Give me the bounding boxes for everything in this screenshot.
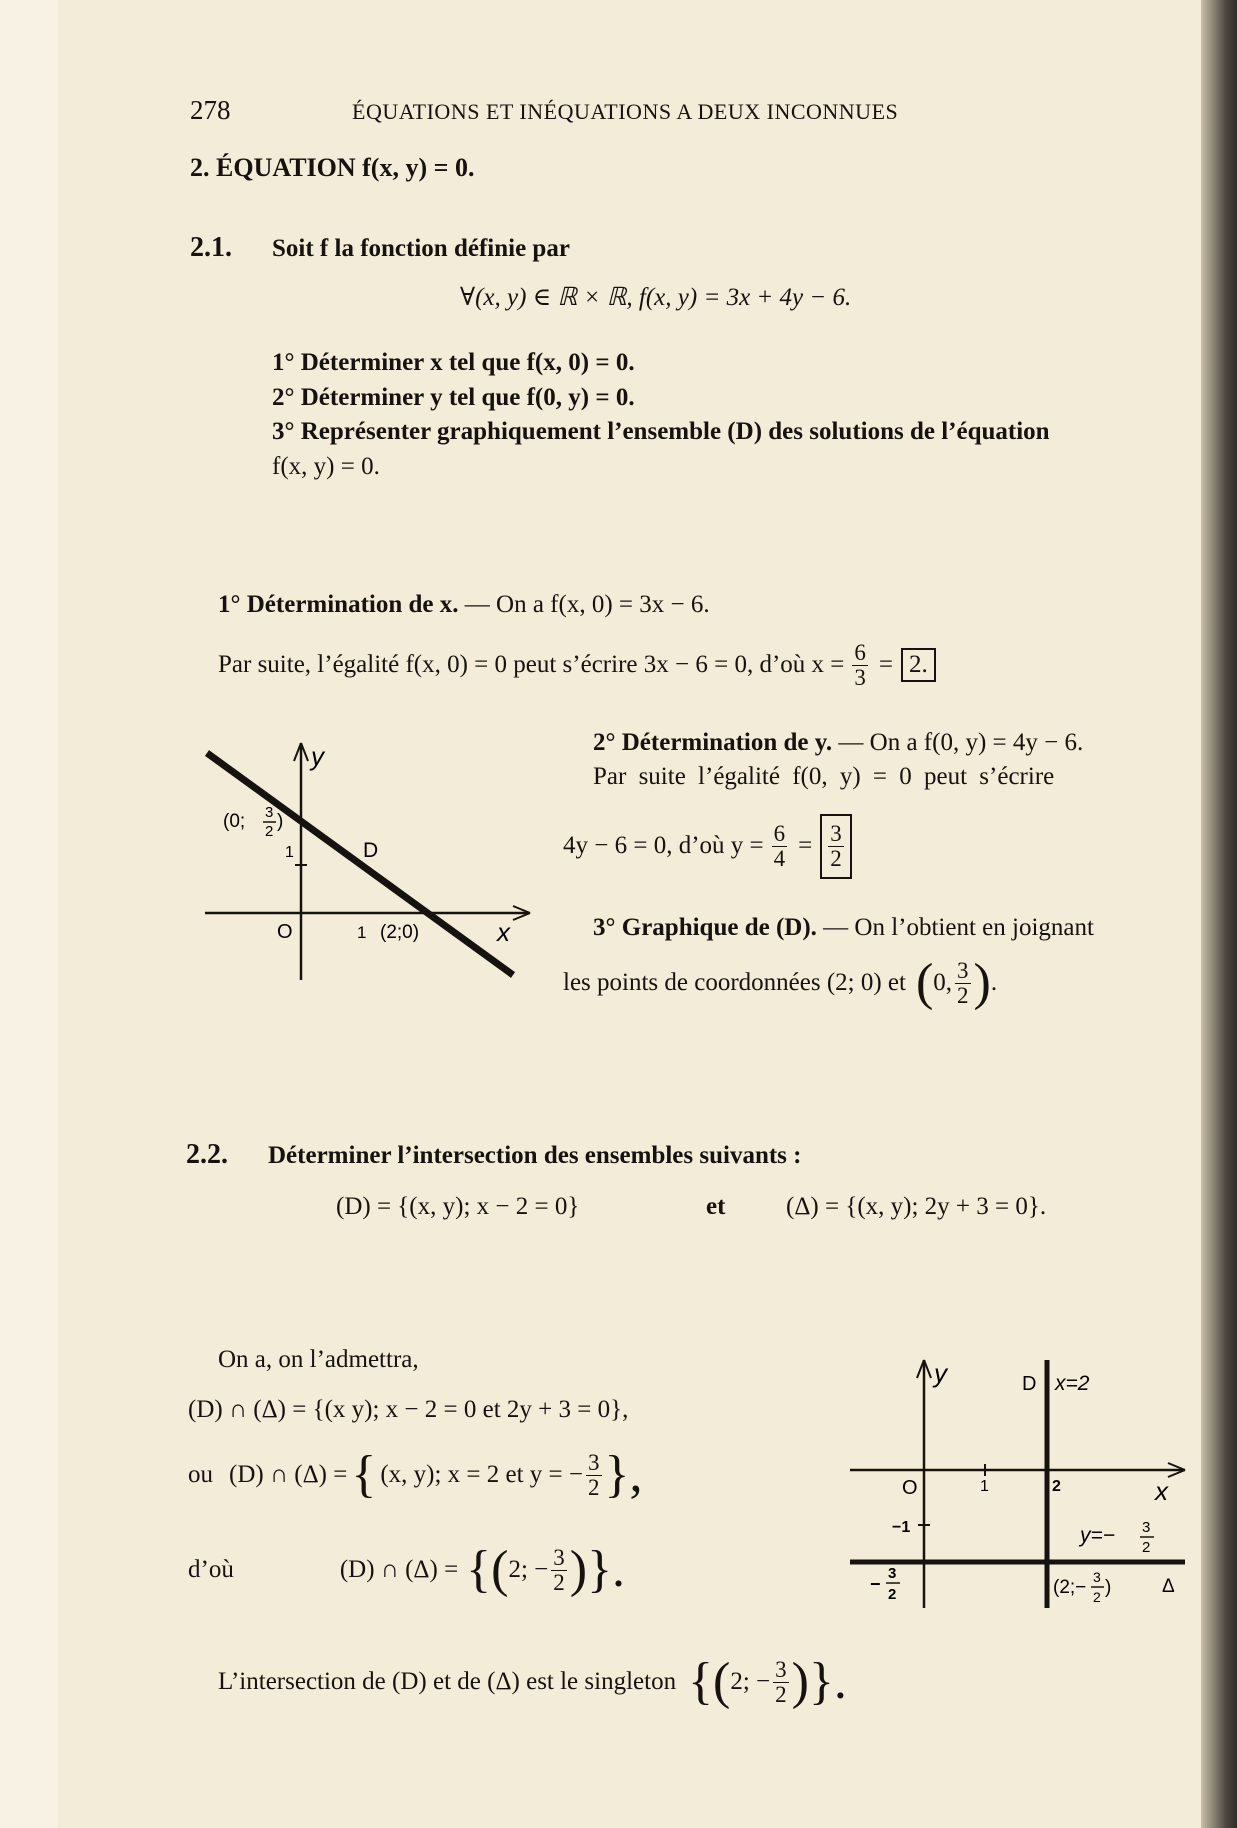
intersection-line-3: d’où (D) ∩ (Δ) = {( 2; − $\frac{3}{2}$ )}. [188,1541,626,1598]
graph2-minus-frac: − [870,1574,881,1594]
intersection-line-1: (D) ∩ (Δ) = {(x y); x − 2 = 0 et 2y + 3 = 0}, [188,1396,629,1423]
running-title: ÉQUATIONS ET INÉQUATIONS A DEUX INCONNUES [352,99,899,124]
graph2-point: (2;− [1053,1577,1087,1598]
graph2-label-D: D [1022,1373,1037,1395]
solution-1-title: 1° Détermination de x. — On a f(x, 0) = 3x − 6. [218,591,710,618]
answer-box-1: 2. [901,648,936,682]
book-spine-shadow [1201,0,1237,1828]
graph2-eq-Delta-den: 2 [1142,1539,1151,1556]
solution-2-line3: 4y − 6 = 0, d’où y = $\frac{6}{4}$ = $\frac{3}{2}$ [563,804,852,888]
graph-line-D [195,735,545,985]
section-title: 2. ÉQUATION f(x, y) = 0. [190,153,475,182]
graph1-line-label: D [363,839,379,862]
graph1-x-label: x [497,917,510,947]
conjunction-et: et [706,1193,726,1220]
graph2-point-num: 3 [1093,1569,1101,1585]
question-2: 2° Déterminer y tel que f(0, y) = 0. [272,384,635,411]
graph2-origin: O [902,1477,918,1499]
set-D: (D) = {(x, y); x − 2 = 0} [336,1193,580,1220]
graph-intersection [840,1350,1200,1615]
answer-box-2: $\frac{3}{2}$ [820,814,852,879]
graph2-eq-D: x=2 [1055,1372,1090,1395]
exercise-number-2-1: 2.1. [190,232,232,263]
graph2-point-close: ) [1105,1577,1112,1598]
graph1-one-x: 1 [357,923,367,942]
graph1-y-intercept-close: ) [277,811,284,832]
graph2-minus-frac-den: 2 [888,1586,897,1603]
graph1-y-label: y [311,741,324,771]
page-number: 278 [190,95,231,125]
solution-intro: On a, on l’admettra, [218,1346,419,1373]
graph2-one-x: 1 [980,1478,989,1495]
graph1-one-y: 1 [285,844,294,861]
page-margin-left [0,0,58,1828]
graph1-y-intercept-open: (0; [223,811,246,832]
question-3-equation: f(x, y) = 0. [272,453,380,480]
graph2-point-den: 2 [1093,1589,1101,1605]
exercise-statement: Soit f la fonction définie par [272,235,570,262]
graph2-y-label: y [934,1358,947,1388]
graph2-two-x: 2 [1052,1478,1061,1495]
set-Delta: (Δ) = {(x, y); 2y + 3 = 0}. [786,1193,1047,1220]
graph2-eq-Delta-num: 3 [1142,1519,1151,1536]
graph2-minus-one: −1 [892,1519,911,1536]
graph1-x-intercept: (2;0) [380,922,420,943]
solution-2-title: 2° Détermination de y. — On a f(0, y) = 4y − 6. [593,729,1084,756]
question-1: 1° Déterminer x tel que f(x, 0) = 0. [272,349,635,376]
solution-3-title: 3° Graphique de (D). — On l’obtient en joignant [593,914,1094,941]
exercise-2-2-statement: Déterminer l’intersection des ensembles suivants : [268,1142,802,1169]
graph1-y-intercept-num: 3 [265,804,274,821]
graph2-minus-frac-num: 3 [888,1565,897,1582]
solution-1-line2: Par suite, l’égalité f(x, 0) = 0 peut s’écrire 3x − 6 = 0, d’où x = $\frac{6}{3}$ = 2. [218,635,936,695]
function-definition: ∀(x, y) ∈ ℝ × ℝ, f(x, y) = 3x + 4y − 6. [460,284,852,311]
conclusion: L’intersection de (D) et de (Δ) est le singleton {( 2; − $\frac{3}{2}$ )}. [218,1653,847,1710]
graph1-origin: O [277,921,293,943]
solution-2-line2: Par suite l’égalité f(0, y) = 0 peut s’écrire [593,763,1055,790]
graph2-label-Delta: Δ [1162,1576,1175,1597]
solution-3-line2: les points de coordonnées (2; 0) et ( 0, $\frac{3}{2}$ ) . [563,954,998,1011]
graph2-eq-Delta: y=− [1080,1524,1116,1547]
exercise-number-2-2: 2.2. [186,1139,228,1170]
intersection-line-2: ou (D) ∩ (Δ) = { (x, y); x = 2 et y = − $\frac{3}{2}$ }, [188,1446,643,1503]
graph2-x-label: x [1155,1476,1168,1506]
question-3: 3° Représenter graphiquement l’ensemble (D) des solutions de l’équation [272,418,1050,445]
graph1-y-intercept-den: 2 [265,823,274,840]
